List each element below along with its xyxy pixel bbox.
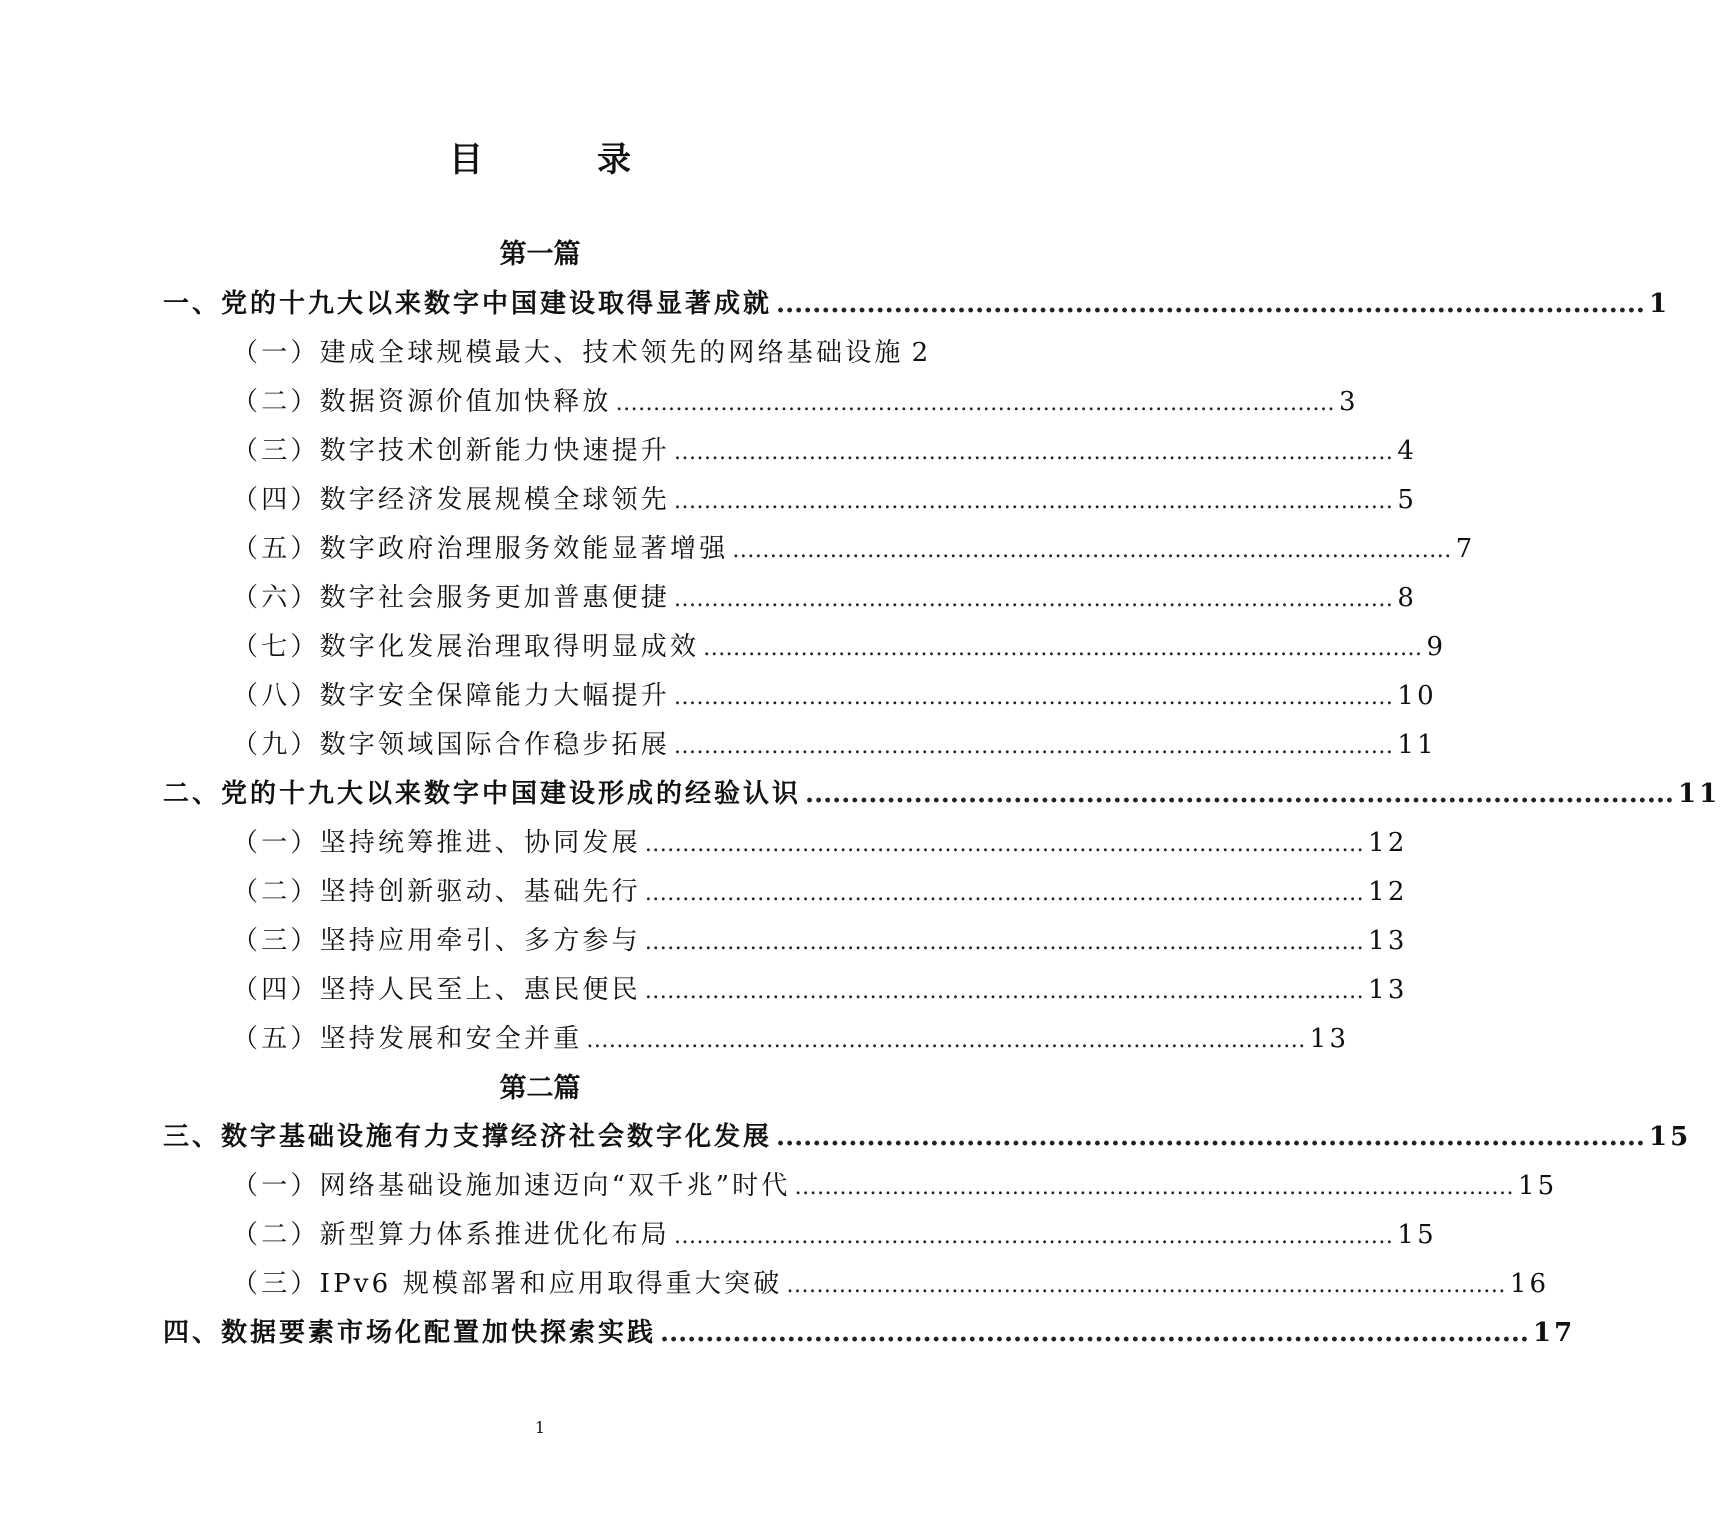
leader-dots: ................................................................................................	[660, 1318, 1529, 1348]
toc-entry-1-1[interactable]	[232, 332, 932, 369]
leader-dots: ................................................................................................	[586, 1028, 1306, 1053]
toc-entry-text: 一、党的十九大以来数字中国建设取得显著成就	[163, 289, 773, 319]
toc-entry-page: 13	[1368, 975, 1408, 1005]
toc-entry-page: 16	[1509, 1269, 1550, 1299]
toc-entry-2-3[interactable]	[232, 920, 1408, 957]
toc-entry-page: 15	[1397, 1220, 1437, 1250]
toc-entry-page: 13	[1309, 1024, 1350, 1054]
leader-dots: ................................................................................................	[732, 538, 1452, 563]
leader-dots: ................................................................................................	[776, 1122, 1645, 1152]
toc-entry-text: （一）网络基础设施加速迈向“双千兆”时代	[232, 1171, 791, 1201]
leader-dots: ................................................................................................	[644, 881, 1365, 906]
toc-entry-1-2[interactable]	[232, 381, 1359, 418]
toc-entry-text: （五）坚持发展和安全并重	[232, 1024, 583, 1054]
toc-entry-1-4[interactable]	[232, 479, 1418, 516]
toc-entry-2[interactable]	[163, 773, 1720, 810]
toc-entry-text: （四）坚持人民至上、惠民便民	[232, 975, 641, 1005]
leader-dots: ................................................................................................	[674, 1224, 1394, 1249]
toc-entry-2-1[interactable]	[232, 822, 1408, 859]
leader-dots: ................................................................................................	[644, 930, 1365, 955]
page-title: 目 录	[449, 140, 671, 180]
leader-dots: ................................................................................................	[644, 979, 1365, 1004]
toc-entry-3[interactable]	[163, 1116, 1692, 1153]
part-heading-1: 第一篇	[499, 239, 581, 270]
toc-entry-3-2[interactable]	[232, 1214, 1437, 1251]
toc-entry-text: （二）新型算力体系推进优化布局	[232, 1220, 671, 1250]
toc-entry-1-7[interactable]	[232, 626, 1447, 663]
toc-entry-text: （三）IPv6 规模部署和应用取得重大突破	[232, 1269, 783, 1299]
toc-entry-page: 17	[1532, 1318, 1576, 1348]
toc-entry-text: （三）数字技术创新能力快速提升	[232, 436, 671, 466]
toc-entry-1-8[interactable]	[232, 675, 1437, 712]
page-number: 1	[534, 1418, 546, 1437]
toc-entry-1-5[interactable]	[232, 528, 1476, 565]
toc-entry-1-6[interactable]	[232, 577, 1418, 614]
leader-dots: ................................................................................................	[786, 1273, 1506, 1298]
toc-entry-page: 4	[1397, 436, 1418, 466]
part-heading-2: 第二篇	[499, 1073, 581, 1104]
toc-entry-2-2[interactable]	[232, 871, 1408, 908]
toc-entry-page: 12	[1368, 828, 1408, 858]
toc-entry-text: （六）数字社会服务更加普惠便捷	[232, 583, 671, 613]
toc-entry-text: 四、数据要素市场化配置加快探索实践	[163, 1318, 657, 1348]
toc-entry-page: 8	[1397, 583, 1418, 613]
toc-entry-page: 2	[911, 338, 932, 368]
toc-entry-1-9[interactable]	[232, 724, 1437, 761]
toc-entry-text: 三、数字基础设施有力支撑经济社会数字化发展	[163, 1122, 773, 1152]
leader-dots: ................................................................................................	[703, 636, 1423, 661]
toc-entry-text: （八）数字安全保障能力大幅提升	[232, 681, 671, 711]
toc-entry-page: 10	[1397, 681, 1437, 711]
toc-entry-4[interactable]	[163, 1312, 1576, 1349]
leader-dots: ................................................................................................	[776, 289, 1645, 319]
leader-dots: ................................................................................................	[644, 832, 1365, 857]
toc-entry-2-4[interactable]	[232, 969, 1408, 1006]
toc-entry-page: 15	[1648, 1122, 1692, 1152]
toc-entry-1-3[interactable]	[232, 430, 1418, 467]
toc-entry-text: 二、党的十九大以来数字中国建设形成的经验认识	[163, 779, 802, 809]
leader-dots: ................................................................................................	[674, 587, 1394, 612]
leader-dots: ................................................................................................	[674, 489, 1394, 514]
toc-entry-text: （九）数字领域国际合作稳步拓展	[232, 730, 671, 760]
leader-dots: ................................................................................................	[674, 440, 1394, 465]
toc-entry-page: 9	[1426, 632, 1447, 662]
toc-entry-page: 11	[1677, 779, 1720, 809]
toc-entry-page: 5	[1397, 485, 1418, 515]
toc-entry-page: 13	[1368, 926, 1408, 956]
leader-dots: ................................................................................................	[805, 779, 1674, 809]
leader-dots: ................................................................................................	[674, 734, 1394, 759]
toc-entry-text: （七）数字化发展治理取得明显成效	[232, 632, 700, 662]
toc-entry-text: （五）数字政府治理服务效能显著增强	[232, 534, 729, 564]
toc-entry-1[interactable]	[163, 283, 1671, 320]
toc-entry-text: （三）坚持应用牵引、多方参与	[232, 926, 641, 956]
toc-entry-3-1[interactable]	[232, 1165, 1558, 1202]
toc-entry-text: （二）数据资源价值加快释放	[232, 387, 612, 417]
toc-entry-page: 3	[1338, 387, 1359, 417]
toc-entry-page: 1	[1648, 289, 1671, 319]
leader-dots: ................................................................................................	[615, 391, 1335, 416]
leader-dots: ................................................................................................	[674, 685, 1394, 710]
toc-entry-3-3[interactable]	[232, 1263, 1550, 1300]
leader-dots: ................................................................................................	[794, 1175, 1514, 1200]
toc-entry-page: 11	[1397, 730, 1437, 760]
toc-entry-text: （一）坚持统筹推进、协同发展	[232, 828, 641, 858]
toc-entry-text: （四）数字经济发展规模全球领先	[232, 485, 671, 515]
toc-entry-2-5[interactable]	[232, 1018, 1350, 1055]
toc-entry-page: 12	[1368, 877, 1408, 907]
toc-entry-text: （二）坚持创新驱动、基础先行	[232, 877, 641, 907]
toc-entry-text: （一）建成全球规模最大、技术领先的网络基础设施	[232, 338, 904, 368]
toc-entry-page: 7	[1455, 534, 1476, 564]
toc-entry-page: 15	[1517, 1171, 1558, 1201]
